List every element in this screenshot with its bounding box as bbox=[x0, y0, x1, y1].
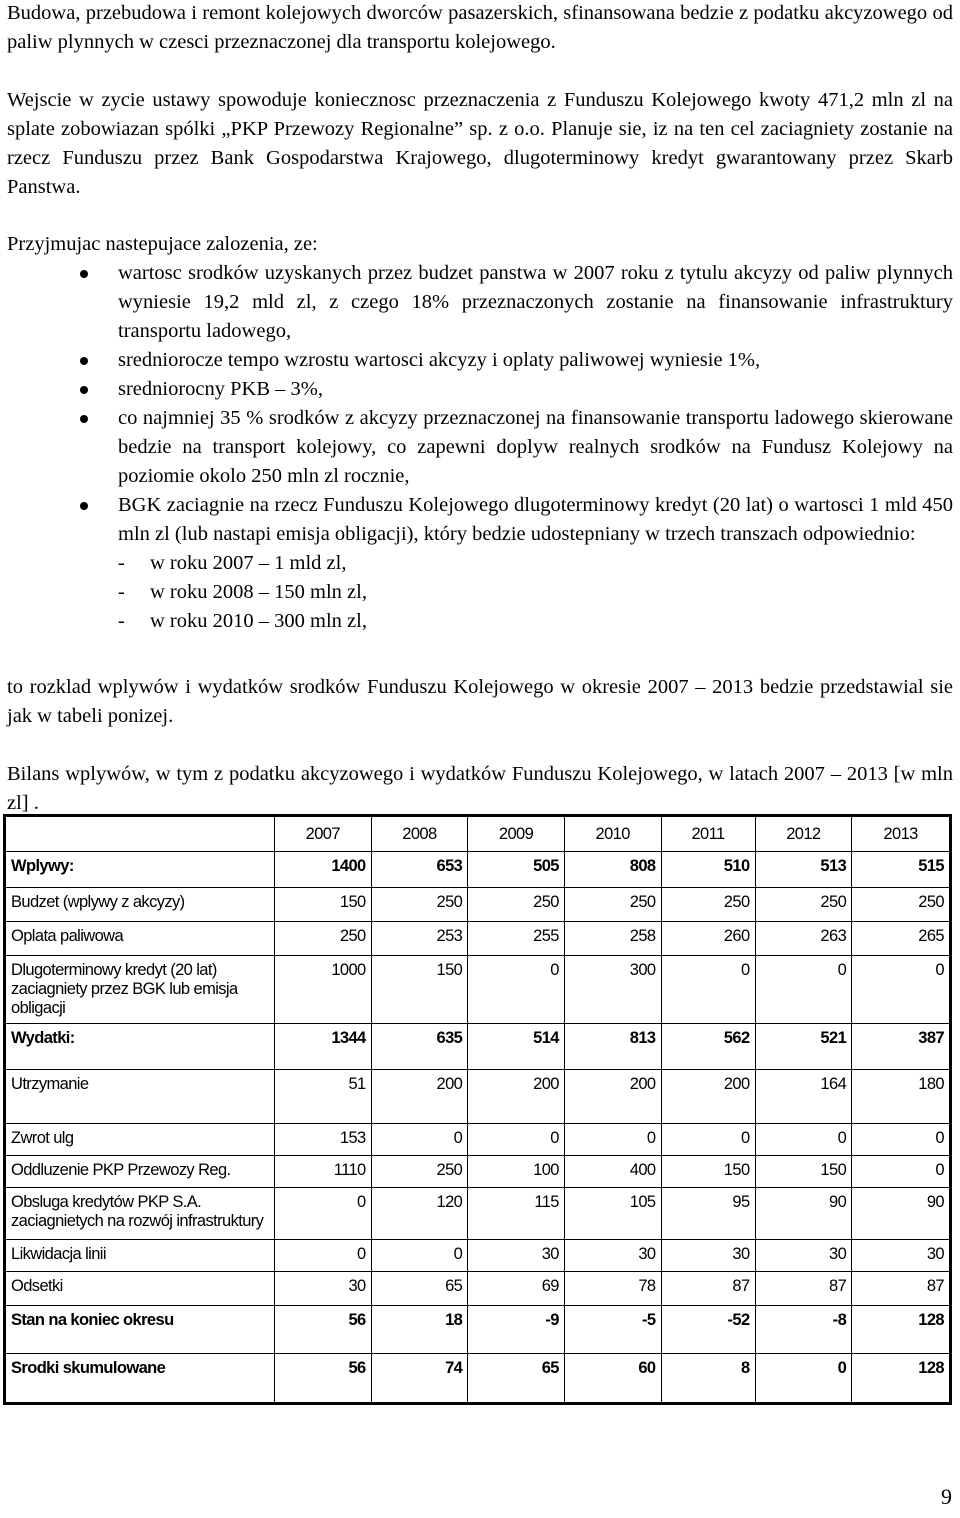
table-caption: Bilans wplywów, w tym z podatku akcyzowego i wydatków Funduszu Kolejowego, w latach 2007 – 2013 [w mln zl] . bbox=[7, 763, 953, 814]
value-cell: 200 bbox=[468, 1070, 565, 1124]
value-cell: 0 bbox=[755, 1124, 852, 1156]
year-header: 2011 bbox=[661, 816, 755, 852]
value-cell: 0 bbox=[661, 956, 755, 1024]
value-cell: 263 bbox=[755, 922, 852, 956]
value-cell: 250 bbox=[468, 888, 565, 922]
value-cell: 150 bbox=[661, 1156, 755, 1188]
dash-symbol: - bbox=[118, 552, 125, 574]
value-cell: 56 bbox=[275, 1354, 372, 1404]
list-item-text: BGK zaciagnie na rzecz Funduszu Kolejowego dlugoterminowy kredyt (20 lat) o wartosci 1 mld 450 mln zl (lub nastapi emisja obligacji), który bedzie udostepniany w trzech transzach odpowiednio: bbox=[118, 494, 953, 545]
value-cell: 253 bbox=[371, 922, 468, 956]
year-header: 2007 bbox=[275, 816, 372, 852]
table-row bbox=[5, 1354, 951, 1404]
table-row bbox=[5, 922, 951, 956]
tranche-text: w roku 2007 – 1 mld zl, bbox=[150, 552, 347, 574]
value-cell: 562 bbox=[661, 1024, 755, 1070]
value-cell: 30 bbox=[275, 1272, 372, 1306]
value-cell: 30 bbox=[661, 1240, 755, 1272]
balance-table bbox=[3, 814, 952, 1405]
value-cell: 250 bbox=[852, 888, 951, 922]
value-cell: 69 bbox=[468, 1272, 565, 1306]
value-cell: 65 bbox=[371, 1272, 468, 1306]
value-cell: 30 bbox=[852, 1240, 951, 1272]
value-cell: 8 bbox=[661, 1354, 755, 1404]
value-cell: 0 bbox=[852, 1156, 951, 1188]
value-cell: 0 bbox=[852, 1124, 951, 1156]
header-empty-cell bbox=[5, 816, 275, 852]
value-cell: 513 bbox=[755, 852, 852, 888]
value-cell: 87 bbox=[755, 1272, 852, 1306]
value-cell: 128 bbox=[852, 1354, 951, 1404]
value-cell: 120 bbox=[371, 1188, 468, 1240]
value-cell: 521 bbox=[755, 1024, 852, 1070]
value-cell: 100 bbox=[468, 1156, 565, 1188]
table-row bbox=[5, 956, 951, 1024]
list-item bbox=[0, 404, 953, 491]
table-body bbox=[5, 852, 951, 1404]
tranche-text: w roku 2010 – 300 mln zl, bbox=[150, 610, 367, 632]
value-cell: 260 bbox=[661, 922, 755, 956]
value-cell: 0 bbox=[564, 1124, 661, 1156]
value-cell: 115 bbox=[468, 1188, 565, 1240]
row-label: Dlugoterminowy kredyt (20 lat) zaciagniety przez BGK lub emisja obligacji bbox=[5, 956, 275, 1024]
value-cell: 30 bbox=[564, 1240, 661, 1272]
table-row bbox=[5, 1188, 951, 1240]
value-cell: 250 bbox=[371, 1156, 468, 1188]
value-cell: 30 bbox=[468, 1240, 565, 1272]
list-item bbox=[0, 375, 953, 404]
table-row bbox=[5, 1024, 951, 1070]
list-item-text: co najmniej 35 % srodków z akcyzy przeznaczonej na finansowanie transportu ladowego skierowane bedzie na transport kolejowy, co zapewni doplyw realnych srodków na Fundusz Kolejowy na poziomie okolo 250 mln zl rocznie, bbox=[118, 407, 953, 487]
value-cell: 505 bbox=[468, 852, 565, 888]
year-header: 2010 bbox=[564, 816, 661, 852]
tranche-item bbox=[118, 549, 953, 578]
value-cell: 0 bbox=[371, 1124, 468, 1156]
value-cell: 0 bbox=[755, 956, 852, 1024]
value-cell: 250 bbox=[661, 888, 755, 922]
row-label: Wydatki: bbox=[5, 1024, 275, 1070]
value-cell: 78 bbox=[564, 1272, 661, 1306]
list-item bbox=[0, 259, 953, 346]
value-cell: 400 bbox=[564, 1156, 661, 1188]
bullet-icon bbox=[80, 270, 88, 278]
value-cell: 265 bbox=[852, 922, 951, 956]
row-label: Oddluzenie PKP Przewozy Reg. bbox=[5, 1156, 275, 1188]
row-label: Oplata paliwowa bbox=[5, 922, 275, 956]
tranche-item bbox=[118, 578, 953, 607]
list-item-text: sredniorocze tempo wzrostu wartosci akcyzy i oplaty paliwowej wyniesie 1%, bbox=[118, 349, 761, 371]
value-cell: -52 bbox=[661, 1306, 755, 1354]
value-cell: 0 bbox=[468, 1124, 565, 1156]
paragraph-zalozenia: Przyjmujac nastepujace zalozenia, ze: bbox=[7, 233, 318, 255]
page-number: 9 bbox=[941, 1484, 952, 1509]
value-cell: 200 bbox=[371, 1070, 468, 1124]
value-cell: 653 bbox=[371, 852, 468, 888]
value-cell: 250 bbox=[275, 922, 372, 956]
value-cell: 90 bbox=[852, 1188, 951, 1240]
year-header: 2013 bbox=[852, 816, 951, 852]
table-row bbox=[5, 1240, 951, 1272]
value-cell: 164 bbox=[755, 1070, 852, 1124]
row-label: Wplywy: bbox=[5, 852, 275, 888]
value-cell: 1110 bbox=[275, 1156, 372, 1188]
value-cell: 514 bbox=[468, 1024, 565, 1070]
bullet-icon bbox=[80, 502, 88, 510]
value-cell: 65 bbox=[468, 1354, 565, 1404]
dash-symbol: - bbox=[118, 581, 125, 603]
year-header: 2012 bbox=[755, 816, 852, 852]
value-cell: 87 bbox=[852, 1272, 951, 1306]
row-label: Srodki skumulowane bbox=[5, 1354, 275, 1404]
value-cell: 18 bbox=[371, 1306, 468, 1354]
value-cell: 0 bbox=[661, 1124, 755, 1156]
row-label: Zwrot ulg bbox=[5, 1124, 275, 1156]
value-cell: 0 bbox=[275, 1188, 372, 1240]
value-cell: 250 bbox=[371, 888, 468, 922]
value-cell: 153 bbox=[275, 1124, 372, 1156]
value-cell: 150 bbox=[275, 888, 372, 922]
value-cell: 250 bbox=[755, 888, 852, 922]
paragraph-fundusz: Wejscie w zycie ustawy spowoduje koniecznosc przeznaczenia z Funduszu Kolejowego kwoty 471,2 mln zl na splate zobowiazan spólki „PKP Przewozy Regionalne” sp. z o.o. Planuje sie, iz na ten cel zaciagniety zostanie na rzecz Funduszu przez Bank Gospodarstwa Krajowego, dlugoterminowy kredyt gwarantowany przez Skarb Panstwa. bbox=[7, 89, 953, 198]
paragraph-dworce: Budowa, przebudowa i remont kolejowych dworców pasazerskich, sfinansowana bedzie z podatku akcyzowego od paliw plynnych w czesci przeznaczonej dla transportu kolejowego. bbox=[7, 2, 953, 53]
value-cell: 510 bbox=[661, 852, 755, 888]
list-item-text: sredniorocny PKB – 3%, bbox=[118, 378, 323, 400]
value-cell: 1344 bbox=[275, 1024, 372, 1070]
table-row bbox=[5, 1124, 951, 1156]
row-label: Budzet (wplywy z akcyzy) bbox=[5, 888, 275, 922]
value-cell: 515 bbox=[852, 852, 951, 888]
value-cell: 635 bbox=[371, 1024, 468, 1070]
value-cell: 56 bbox=[275, 1306, 372, 1354]
value-cell: 300 bbox=[564, 956, 661, 1024]
paragraph-rozklad: to rozklad wplywów i wydatków srodków Funduszu Kolejowego w okresie 2007 – 2013 bedzie przedstawial sie jak w tabeli ponizej. bbox=[7, 676, 953, 727]
year-header: 2008 bbox=[371, 816, 468, 852]
table-row bbox=[5, 1156, 951, 1188]
value-cell: 200 bbox=[661, 1070, 755, 1124]
value-cell: 105 bbox=[564, 1188, 661, 1240]
value-cell: 258 bbox=[564, 922, 661, 956]
value-cell: 200 bbox=[564, 1070, 661, 1124]
value-cell: 90 bbox=[755, 1188, 852, 1240]
value-cell: 1000 bbox=[275, 956, 372, 1024]
value-cell: 255 bbox=[468, 922, 565, 956]
value-cell: 387 bbox=[852, 1024, 951, 1070]
value-cell: 0 bbox=[755, 1354, 852, 1404]
value-cell: 51 bbox=[275, 1070, 372, 1124]
value-cell: 813 bbox=[564, 1024, 661, 1070]
table-row bbox=[5, 1306, 951, 1354]
value-cell: 30 bbox=[755, 1240, 852, 1272]
bullet-icon bbox=[80, 357, 88, 365]
value-cell: 808 bbox=[564, 852, 661, 888]
row-label: Likwidacja linii bbox=[5, 1240, 275, 1272]
value-cell: 0 bbox=[852, 956, 951, 1024]
table-header-row bbox=[5, 816, 951, 852]
value-cell: 0 bbox=[275, 1240, 372, 1272]
value-cell: 1400 bbox=[275, 852, 372, 888]
value-cell: 250 bbox=[564, 888, 661, 922]
row-label: Obsluga kredytów PKP S.A. zaciagnietych na rozwój infrastruktury bbox=[5, 1188, 275, 1240]
table-row bbox=[5, 852, 951, 888]
row-label: Stan na koniec okresu bbox=[5, 1306, 275, 1354]
value-cell: 74 bbox=[371, 1354, 468, 1404]
year-header: 2009 bbox=[468, 816, 565, 852]
tranche-item bbox=[118, 607, 953, 636]
value-cell: -8 bbox=[755, 1306, 852, 1354]
value-cell: -9 bbox=[468, 1306, 565, 1354]
list-item bbox=[0, 346, 953, 375]
value-cell: 95 bbox=[661, 1188, 755, 1240]
value-cell: 150 bbox=[755, 1156, 852, 1188]
value-cell: 0 bbox=[371, 1240, 468, 1272]
value-cell: 150 bbox=[371, 956, 468, 1024]
value-cell: 60 bbox=[564, 1354, 661, 1404]
bullet-icon bbox=[80, 386, 88, 394]
table-row bbox=[5, 888, 951, 922]
value-cell: -5 bbox=[564, 1306, 661, 1354]
bullet-icon bbox=[80, 415, 88, 423]
list-item-text: wartosc srodków uzyskanych przez budzet panstwa w 2007 roku z tytulu akcyzy od paliw plynnych wyniesie 19,2 mld zl, z czego 18% przeznaczonych zostanie na finansowanie infrastruktury transportu ladowego, bbox=[118, 262, 953, 342]
tranche-text: w roku 2008 – 150 mln zl, bbox=[150, 581, 367, 603]
value-cell: 0 bbox=[468, 956, 565, 1024]
list-item bbox=[0, 491, 953, 636]
value-cell: 87 bbox=[661, 1272, 755, 1306]
table-row bbox=[5, 1272, 951, 1306]
row-label: Utrzymanie bbox=[5, 1070, 275, 1124]
row-label: Odsetki bbox=[5, 1272, 275, 1306]
dash-symbol: - bbox=[118, 610, 125, 632]
assumptions-list bbox=[0, 259, 960, 636]
value-cell: 128 bbox=[852, 1306, 951, 1354]
table-row bbox=[5, 1070, 951, 1124]
value-cell: 180 bbox=[852, 1070, 951, 1124]
